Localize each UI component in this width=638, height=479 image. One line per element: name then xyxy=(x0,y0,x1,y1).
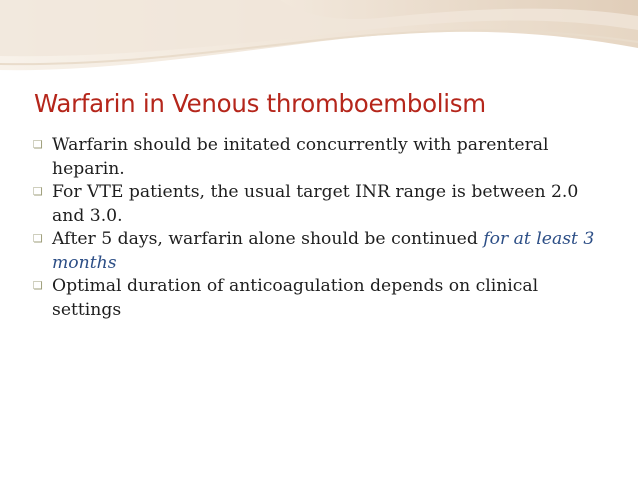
bullet-emphasis: for at least 3 months xyxy=(52,229,595,273)
decorative-header-banner xyxy=(0,0,638,75)
bullet-item xyxy=(32,275,612,322)
hollow-square-bullet-icon: ❏ xyxy=(33,138,43,151)
hollow-square-bullet-icon: ❏ xyxy=(33,232,43,245)
hollow-square-bullet-icon: ❏ xyxy=(33,185,43,198)
slide-title: Warfarin in Venous thromboembolism xyxy=(34,89,486,118)
hollow-square-bullet-icon: ❏ xyxy=(33,279,43,292)
bullet-text: Optimal duration of anticoagulation depends on clinical settings xyxy=(52,276,539,320)
bullet-text: Warfarin should be initated concurrently with parenteral heparin. xyxy=(52,135,549,179)
bullet-item xyxy=(32,181,612,228)
bullet-text: After 5 days, warfarin alone should be continued xyxy=(52,229,484,249)
bullet-item xyxy=(32,134,612,181)
bullet-text: For VTE patients, the usual target INR range is between 2.0 and 3.0. xyxy=(52,182,579,226)
bullet-list xyxy=(32,134,612,322)
bullet-item xyxy=(32,228,612,275)
